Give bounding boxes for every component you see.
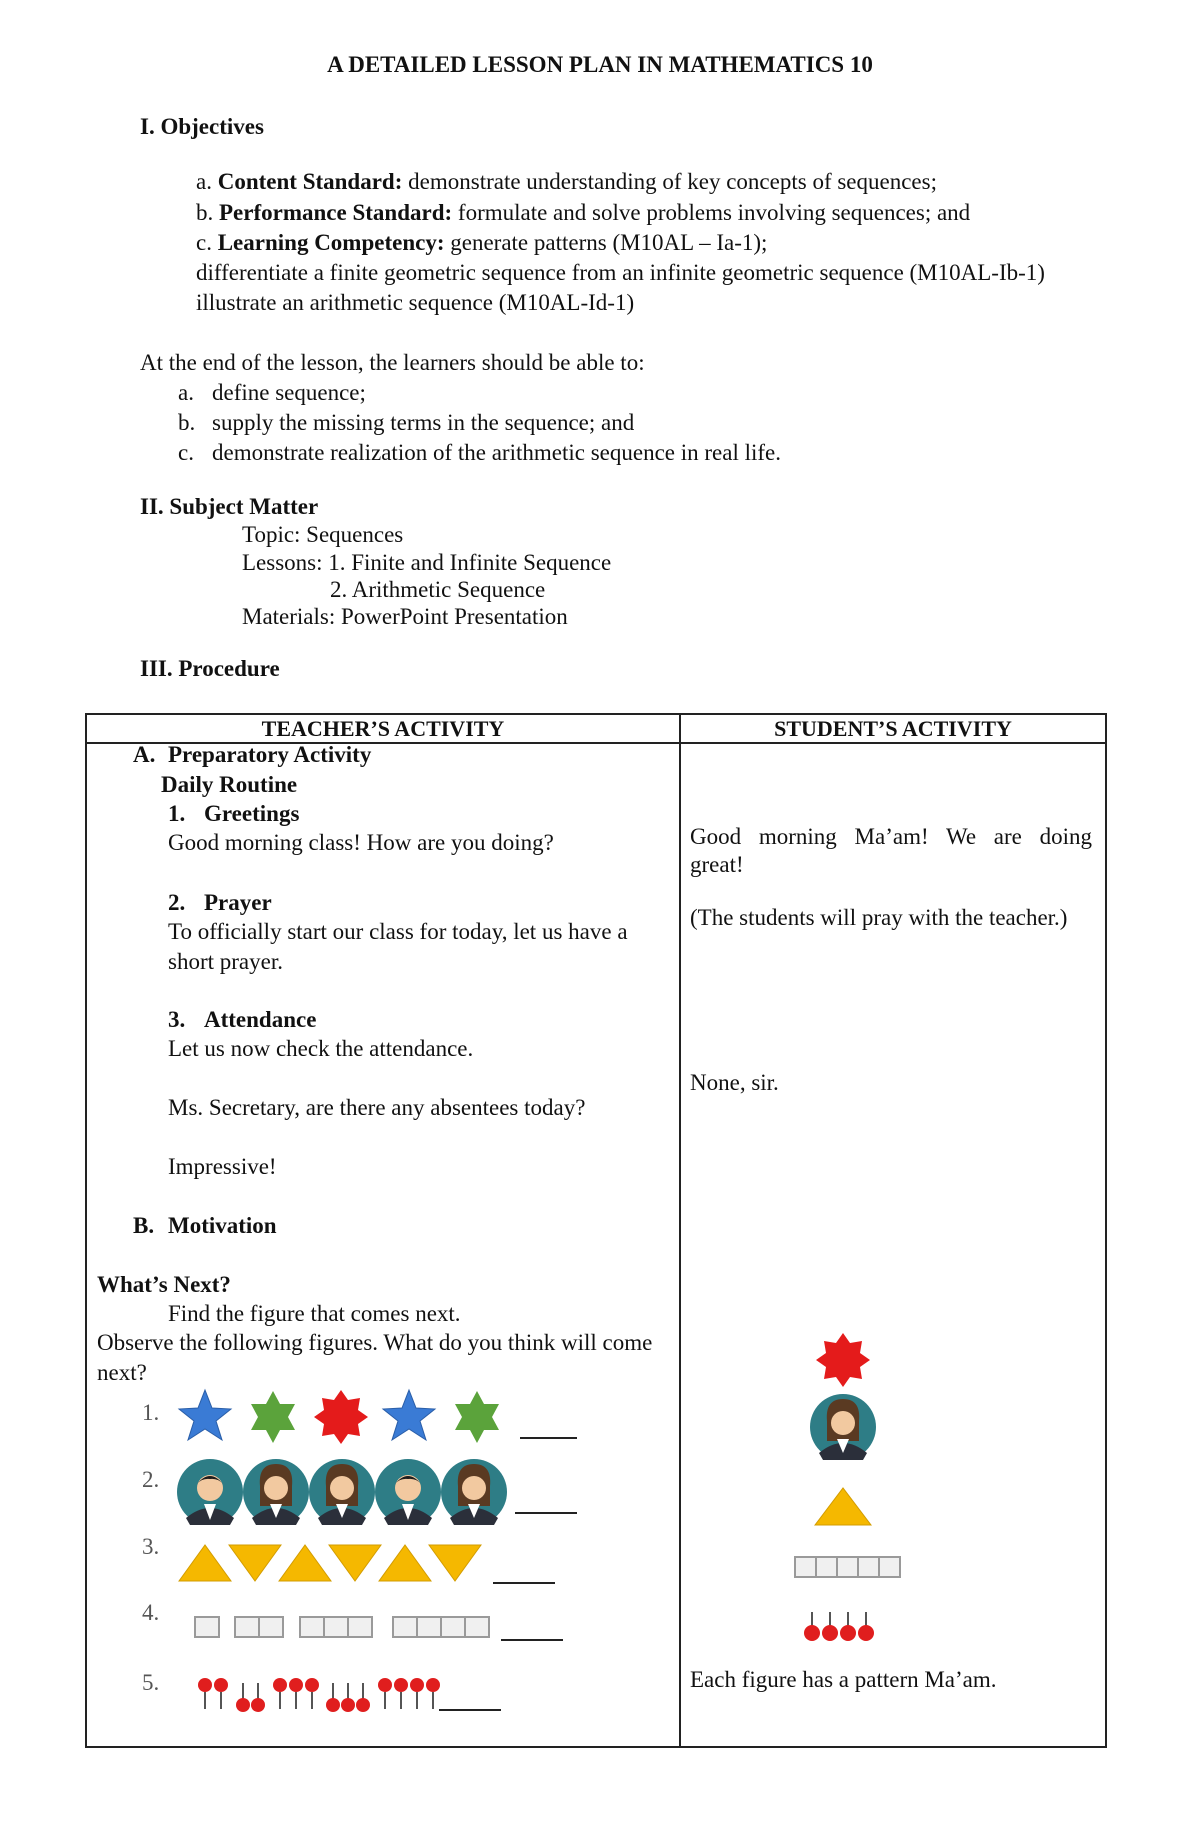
triangle-down-icon — [229, 1545, 281, 1581]
topic: Topic: Sequences — [242, 522, 404, 547]
page-title: A DETAILED LESSON PLAN IN MATHEMATICS 10 — [327, 52, 873, 77]
square-answer — [795, 1557, 900, 1577]
standard-label: Learning Competency: — [217, 230, 445, 255]
pin-pattern — [198, 1678, 501, 1712]
pin-up-icon — [426, 1678, 440, 1709]
attendance-reply: None, sir. — [690, 1070, 779, 1095]
greeting-reply: Good morning Ma’am! We are doing — [690, 824, 1092, 849]
prayer-reply: (The students will pray with the teacher.) — [690, 905, 1068, 930]
female-avatar-icon — [441, 1459, 507, 1525]
greetings-heading: Greetings — [204, 801, 300, 826]
list-marker: 2. — [168, 890, 186, 915]
standard-label: Performance Standard: — [219, 200, 453, 225]
content-standard — [196, 167, 937, 197]
whats-next-heading: What’s Next? — [97, 1272, 231, 1297]
daily-routine: Daily Routine — [161, 772, 298, 797]
lessons: Lessons: 1. Finite and Infinite Sequence — [242, 550, 612, 575]
triangle-up-icon — [179, 1545, 231, 1581]
objectives-heading: I. Objectives — [140, 114, 264, 139]
standard-text: formulate and solve problems involving sequences; and — [457, 200, 971, 225]
prayer-text: short prayer. — [168, 949, 283, 974]
prayer-text: To officially start our class for today, let us have a — [168, 919, 628, 944]
subject-matter-heading: II. Subject Matter — [140, 494, 319, 519]
find-instruction: Find the figure that comes next. — [168, 1301, 461, 1326]
greetings-text: Good morning class! How are you doing? — [168, 830, 554, 855]
pattern-number: 2. — [142, 1467, 160, 1492]
competency-line: differentiate a finite geometric sequence from an infinite geometric sequence (M10AL-Ib-1) — [196, 260, 1045, 285]
star-pattern — [179, 1390, 577, 1444]
pattern-number: 1. — [142, 1400, 160, 1425]
green-star-icon — [251, 1391, 295, 1443]
prayer-heading: Prayer — [204, 890, 272, 915]
blue-star-icon — [179, 1390, 231, 1440]
male-avatar-icon — [177, 1459, 243, 1525]
male-avatar-icon — [375, 1459, 441, 1525]
observe-instruction: Observe the following figures. What do you think will come — [97, 1330, 653, 1355]
pattern-reply: Each figure has a pattern Ma’am. — [690, 1667, 997, 1692]
list-marker: 3. — [168, 1007, 186, 1032]
female-avatar-icon — [243, 1459, 309, 1525]
attendance-question: Ms. Secretary, are there any absentees today? — [168, 1095, 586, 1120]
square-pattern — [195, 1617, 489, 1637]
list-marker: a. — [178, 380, 194, 405]
standard-label: Content Standard: — [217, 169, 403, 194]
triangle-down-icon — [429, 1545, 481, 1581]
list-marker: b. — [196, 200, 214, 225]
pin-up-icon — [198, 1678, 212, 1709]
list-marker: c. — [178, 440, 194, 465]
triangle-down-icon — [329, 1545, 381, 1581]
pattern-figures — [165, 1385, 595, 1785]
objectives-intro: At the end of the lesson, the learners should be able to: — [140, 350, 645, 375]
pin-up-icon — [378, 1678, 392, 1709]
pattern-number: 3. — [142, 1534, 160, 1559]
objective-item: supply the missing terms in the sequence; and — [212, 410, 635, 435]
green-star-icon — [455, 1391, 499, 1443]
pin-up-icon — [394, 1678, 408, 1709]
triangle-up-icon — [379, 1545, 431, 1581]
objective-item: define sequence; — [212, 380, 366, 405]
pattern-number: 5. — [142, 1670, 160, 1695]
red-star-icon — [314, 1390, 368, 1444]
standard-text: demonstrate understanding of key concepts of sequences; — [408, 169, 937, 194]
pin-up-icon — [273, 1678, 287, 1709]
pin-down-icon — [251, 1683, 265, 1712]
list-marker: 1. — [168, 801, 186, 826]
materials: Materials: PowerPoint Presentation — [242, 604, 568, 629]
pin-up-icon — [214, 1678, 228, 1709]
pin-up-icon — [410, 1678, 424, 1709]
female-avatar-icon — [810, 1394, 876, 1460]
blue-star-icon — [383, 1390, 435, 1440]
answer-figures — [790, 1330, 910, 1685]
pin-down-icon — [356, 1683, 370, 1712]
list-marker: A. — [133, 742, 156, 767]
pattern-number: 4. — [142, 1600, 160, 1625]
triangle-up-icon — [815, 1488, 871, 1525]
teacher-column-header: TEACHER’S ACTIVITY — [86, 714, 680, 743]
triangle-pattern — [179, 1545, 481, 1581]
list-marker: b. — [178, 410, 196, 435]
list-marker: a. — [196, 169, 212, 194]
lesson-two: 2. Arithmetic Sequence — [330, 577, 546, 602]
objective-item: demonstrate realization of the arithmetic sequence in real life. — [212, 440, 781, 465]
pin-down-icon — [341, 1683, 355, 1712]
red-star-icon — [816, 1333, 870, 1387]
performance-standard — [196, 198, 970, 228]
attendance-heading: Attendance — [204, 1007, 317, 1032]
observe-instruction: next? — [97, 1360, 147, 1385]
standard-text: generate patterns (M10AL – Ia-1); — [450, 230, 768, 255]
procedure-heading: III. Procedure — [140, 656, 280, 681]
preparatory-activity: Preparatory Activity — [168, 742, 372, 767]
student-column-header: STUDENT’S ACTIVITY — [680, 714, 1106, 743]
pin-down-answer — [804, 1612, 874, 1641]
list-marker: c. — [196, 230, 212, 255]
competency-line: illustrate an arithmetic sequence (M10AL-Id-1) — [196, 290, 635, 315]
triangle-up-icon — [279, 1545, 331, 1581]
pin-up-icon — [289, 1678, 303, 1709]
list-marker: B. — [133, 1213, 155, 1238]
square-icon — [195, 1617, 219, 1637]
greeting-reply: great! — [690, 852, 744, 877]
learning-competency — [196, 228, 767, 258]
attendance-text: Let us now check the attendance. — [168, 1036, 474, 1061]
attendance-remark: Impressive! — [168, 1154, 277, 1179]
motivation-heading: Motivation — [168, 1213, 277, 1238]
avatar-pattern — [177, 1459, 577, 1525]
female-avatar-icon — [309, 1459, 375, 1525]
pin-up-icon — [305, 1678, 319, 1709]
pin-down-icon — [236, 1683, 250, 1712]
pin-down-icon — [326, 1683, 340, 1712]
